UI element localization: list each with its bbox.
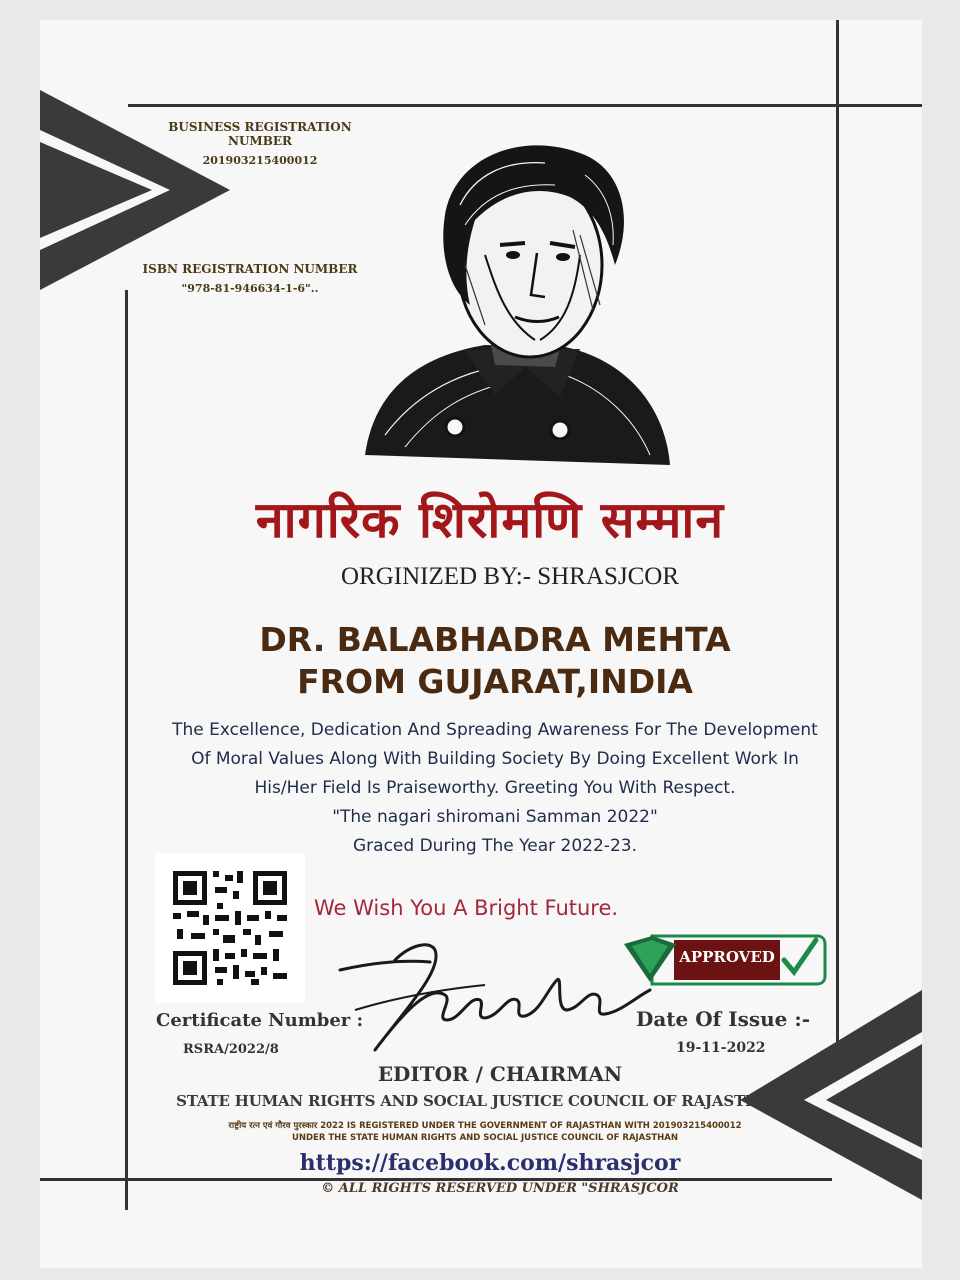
wish-text: We Wish You A Bright Future. — [314, 896, 619, 920]
footer-note-line: राष्ट्रीय रत्न एवं गौरव पुरस्कार 2022 IS REGISTERED UNDER THE GOVERNMENT OF RAJASTHAN WITH 201903215400012 — [228, 1121, 742, 1131]
citation-line: Graced During The Year 2022-23. — [353, 836, 637, 856]
recipient-name: DR. BALABHADRA MEHTA — [259, 620, 731, 659]
business-registration-number: 201903215400012 — [202, 154, 318, 167]
organized-by: ORGINIZED BY:- SHRASJCOR — [340, 563, 679, 590]
signature-image — [335, 940, 655, 1060]
date-of-issue-label: Date Of Issue :- — [636, 1007, 811, 1031]
award-title-hindi: नागरिक शिरोमणि सम्मान — [255, 491, 725, 549]
certificate-number-value: RSRA/2022/8 — [183, 1042, 279, 1057]
footer-registration-note — [140, 1120, 830, 1144]
facebook-url[interactable]: https://facebook.com/shrasjcor — [299, 1150, 681, 1176]
council-name: STATE HUMAN RIGHTS AND SOCIAL JUSTICE COUNCIL OF RAJASTHAN — [176, 1092, 784, 1110]
footer-note-line: UNDER THE STATE HUMAN RIGHTS AND SOCIAL JUSTICE COUNCIL OF RAJASTHAN — [291, 1133, 678, 1143]
isbn-registration-number: "978-81-946634-1-6".. — [181, 282, 319, 295]
citation-line: The Excellence, Dedication And Spreading Awareness For The Development — [172, 720, 818, 740]
citation-line: Of Moral Values Along With Building Society By Doing Excellent Work In — [191, 749, 799, 769]
isbn-registration-block — [130, 262, 370, 295]
qr-code — [155, 853, 305, 1003]
business-registration-block — [140, 120, 380, 167]
date-of-issue-value: 19-11-2022 — [676, 1040, 766, 1056]
frame-line-left-vertical — [125, 290, 128, 1210]
portrait-engraving — [345, 135, 675, 470]
approved-label: APPROVED — [679, 948, 775, 966]
citation-line: "The nagari shiromani Samman 2022" — [332, 807, 658, 827]
recipient-location: FROM GUJARAT,INDIA — [297, 662, 693, 701]
qr-code-graphic — [155, 853, 305, 1003]
citation-line: His/Her Field Is Praiseworthy. Greeting You With Respect. — [254, 778, 736, 798]
signatory-title: EDITOR / CHAIRMAN — [377, 1062, 623, 1086]
citation-text — [150, 716, 840, 861]
frame-line-top — [128, 104, 922, 107]
rights-notice: © ALL RIGHTS RESERVED UNDER "SHRASJCOR — [321, 1181, 679, 1196]
certificate-number-label: Certificate Number : — [156, 1010, 364, 1031]
business-registration-label: BUSINESS REGISTRATION NUMBER — [168, 120, 352, 148]
isbn-registration-label: ISBN REGISTRATION NUMBER — [142, 262, 358, 276]
